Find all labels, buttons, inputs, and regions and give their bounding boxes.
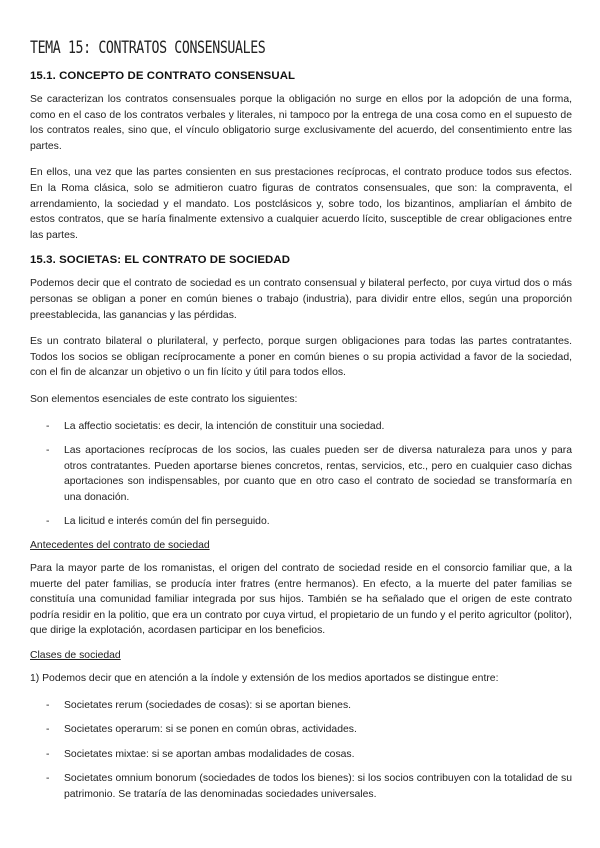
list-item: - Societates operarum: si se ponen en común obras, actividades.: [30, 722, 572, 738]
paragraph: 1) Podemos decir que en atención a la índole y extensión de los medios aportados se distingue entre:: [30, 673, 499, 685]
paragraph: Son elementos esenciales de este contrato los siguientes:: [30, 393, 298, 405]
society-types-list: [30, 698, 572, 803]
section-heading-societas: 15.3. SOCIETAS: EL CONTRATO DE SOCIEDAD: [30, 254, 291, 267]
essential-elements-list: [30, 419, 572, 531]
list-item: - Las aportaciones recíprocas de los socios, las cuales pueden ser de diversa naturaleza para unos y para otros contratantes. Pueden aportarse bienes concretos, rentas, servicios, etc., pero en cualquier caso dichas aportaciones son indispensables, por cuanto que en otro caso el contrato de sociedad se transformaría en una donación.: [30, 443, 572, 505]
list-item: - La licitud e interés común del fin perseguido.: [30, 514, 572, 530]
list-item: - Societates mixtae: si se aportan ambas modalidades de cosas.: [30, 747, 572, 763]
list-item: - La affectio societatis: es decir, la intención de constituir una sociedad.: [30, 419, 572, 435]
paragraph: En ellos, una vez que las partes consienten en sus prestaciones recíprocas, el contrato produce todos sus efectos. En la Roma clásica, solo se admitieron cuatro figuras de contratos consensuales, que son: la compraventa, el arrendamiento, la sociedad y el mandato. Los postclásicos y, sobre todo, los bizantinos, ampliarían el ámbito de estos contratos, que se haría finalmente extensivo a cualquier acuerdo lícito, susceptible de crear obligaciones entre las partes.: [30, 167, 572, 241]
paragraph: Para la mayor parte de los romanistas, el origen del contrato de sociedad reside en el consorcio familiar que, a la muerte del pater familias, se producía inter fratres (entre hermanos). En efecto, a la muerte del pater familias se constituía una comunidad familiar integrada por sus hijos. También se ha señalado que el origen de este contrato podría residir en la politio, que era un contrato por cuya virtud, el propietario de un fundo y el perito agricultor (politor), que dirige la explotación, acordasen participar en los beneficios.: [30, 563, 572, 637]
paragraph: Es un contrato bilateral o plurilateral, y perfecto, porque surgen obligaciones para todas las partes contratantes. Todos los socios se obligan recíprocamente a poner en común bienes o su propia actividad a favor de la sociedad, con el fin de alcanzar un objetivo o un fin lícito y útil para todos ellos.: [30, 336, 572, 379]
subheading-clases: Clases de sociedad: [30, 650, 121, 662]
subheading-antecedentes: Antecedentes del contrato de sociedad: [30, 540, 210, 552]
list-item: - Societates omnium bonorum (sociedades de todos los bienes): si los socios contribuyen con la totalidad de su patrimonio. Se trataría de las denominadas sociedades universales.: [30, 771, 572, 802]
paragraph: Se caracterizan los contratos consensuales porque la obligación no surge en ellos por la adopción de una forma, como en el caso de los contratos verbales y literales, ni tampoco por la entrega de una cosa como en el supuesto de los contratos reales, sino que, el vínculo obligatorio surge exclusivamente del acuerdo, del consentimiento entre las partes.: [30, 94, 572, 152]
section-heading-concepto: 15.1. CONCEPTO DE CONTRATO CONSENSUAL: [30, 70, 296, 82]
paragraph: Podemos decir que el contrato de sociedad es un contrato consensual y bilateral perfecto, por cuya virtud dos o más personas se obligan a poner en común bienes o trabajo (industria), para dividir entre ellos, según una proporción preestablecida, las ganancias y las pérdidas.: [30, 278, 572, 321]
list-item: - Societates rerum (sociedades de cosas): si se aportan bienes.: [30, 698, 572, 714]
document-title: TEMA 15: CONTRATOS CONSENSUALES: [30, 38, 266, 58]
